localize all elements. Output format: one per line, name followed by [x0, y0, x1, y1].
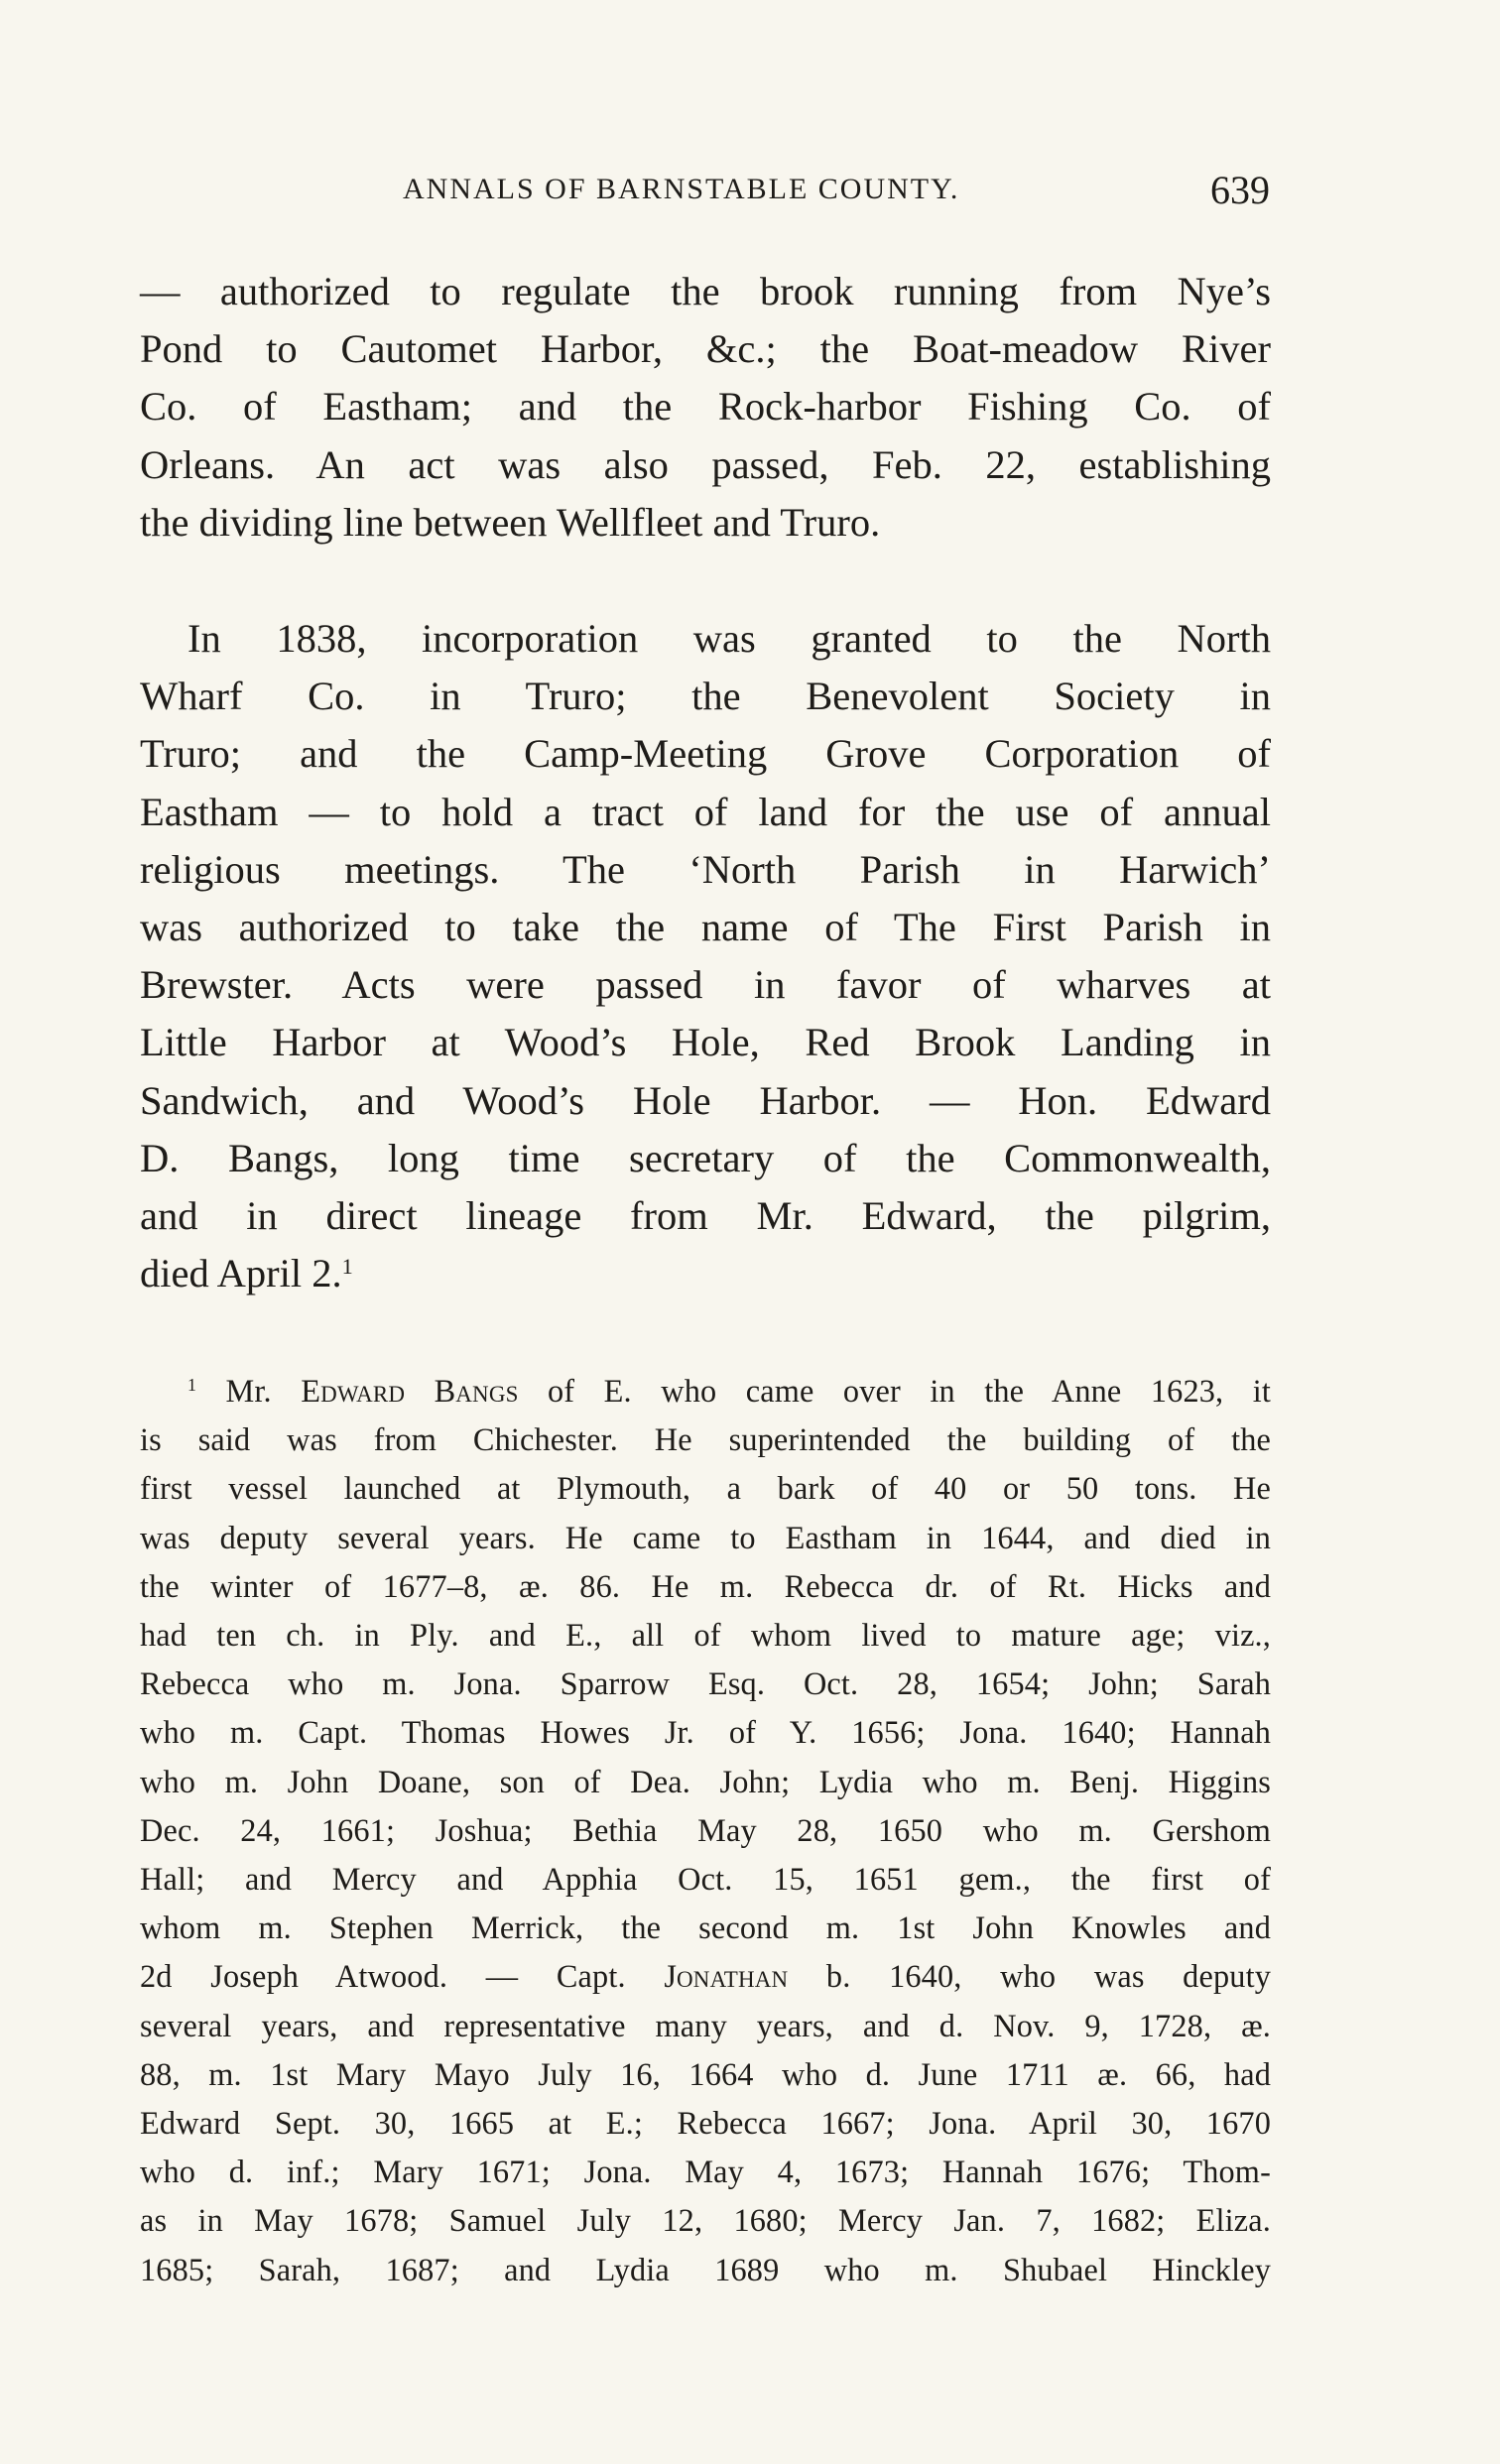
footnote	[140, 1367, 1271, 2294]
person-name: Jonathan	[664, 1958, 789, 1995]
footnote-line: was deputy several years. He came to Eastham in 1644, and died in	[140, 1519, 1271, 1555]
footnote-line: who m. Capt. Thomas Howes Jr. of Y. 1656; Jona. 1640; Hannah	[140, 1714, 1271, 1751]
text-line: was authorized to take the name of The First Parish in	[140, 905, 1271, 950]
text-line: Truro; and the Camp-Meeting Grove Corporation of	[140, 731, 1271, 777]
text-line: Orleans. An act was also passed, Feb. 22, establishing	[140, 441, 1271, 487]
paragraph-2	[140, 610, 1271, 1302]
text-fragment: Mr.	[225, 1373, 302, 1409]
text-line: the dividing line between Wellfleet and Truro.	[140, 499, 881, 545]
footnote-line: Rebecca who m. Jona. Sparrow Esq. Oct. 28, 1654; John; Sarah	[140, 1665, 1271, 1702]
text-line: Wharf Co. in Truro; the Benevolent Society in	[140, 674, 1271, 719]
text-line: D. Bangs, long time secretary of the Commonwealth,	[140, 1135, 1271, 1180]
footnote-line: 88, m. 1st Mary Mayo July 16, 1664 who d. June 1711 æ. 66, had	[140, 2055, 1271, 2092]
footnote-reference: 1	[341, 1253, 353, 1279]
text-line: Little Harbor at Wood’s Hole, Red Brook Landing in	[140, 1020, 1271, 1065]
text-fragment: of E. who came over in the Anne 1623, it	[518, 1373, 1271, 1409]
footnote-line: who m. John Doane, son of Dea. John; Lydia who m. Benj. Higgins	[140, 1763, 1271, 1799]
text-line	[140, 1245, 1271, 1302]
footnote-line: Hall; and Mercy and Apphia Oct. 15, 1651 gem., the first of	[140, 1861, 1271, 1898]
footnote-line: who d. inf.; Mary 1671; Jona. May 4, 1673; Hannah 1676; Thom-	[140, 2154, 1271, 2190]
footnote-line: whom m. Stephen Merrick, the second m. 1st John Knowles and	[140, 1910, 1271, 1946]
footnote-line: the winter of 1677–8, æ. 86. He m. Rebecca dr. of Rt. Hicks and	[140, 1567, 1271, 1604]
footnote-line: several years, and representative many years, and d. Nov. 9, 1728, æ.	[140, 2007, 1271, 2043]
footnote-line: Edward Sept. 30, 1665 at E.; Rebecca 1667; Jona. April 30, 1670	[140, 2105, 1271, 2142]
footnote-line: 1685; Sarah, 1687; and Lydia 1689 who m. Shubael Hinckley	[140, 2251, 1271, 2287]
footnote-line: first vessel launched at Plymouth, a bark of 40 or 50 tons. He	[140, 1470, 1271, 1507]
text-line: Brewster. Acts were passed in favor of wharves at	[140, 962, 1271, 1008]
text-line: Eastham — to hold a tract of land for the use of annual	[140, 789, 1271, 834]
footnote-line: as in May 1678; Samuel July 12, 1680; Mercy Jan. 7, 1682; Eliza.	[140, 2202, 1271, 2239]
text-fragment: 2d Joseph Atwood. — Capt.	[140, 1958, 665, 1995]
text-line: and in direct lineage from Mr. Edward, the pilgrim,	[140, 1193, 1271, 1239]
footnote-line: had ten ch. in Ply. and E., all of whom lived to mature age; viz.,	[140, 1617, 1271, 1654]
footnote-marker: 1	[188, 1375, 197, 1396]
text-line: Pond to Cautomet Harbor, &c.; the Boat-meadow River	[140, 326, 1271, 372]
footnote-line	[140, 1367, 1271, 1416]
text-line: Sandwich, and Wood’s Hole Harbor. — Hon. Edward	[140, 1077, 1271, 1123]
running-title: ANNALS OF BARNSTABLE COUNTY.	[403, 173, 960, 205]
text-line: In 1838, incorporation was granted to the North	[188, 616, 1271, 661]
footnote-line	[140, 1952, 1271, 2001]
text-fragment: b. 1640, who was deputy	[788, 1958, 1271, 1995]
text-line: Co. of Eastham; and the Rock-harbor Fishing Co. of	[140, 384, 1271, 430]
text-fragment: died April 2.	[140, 1251, 342, 1296]
page-header	[403, 167, 1270, 216]
paragraph-1	[140, 263, 1271, 552]
page-number: 639	[1210, 168, 1270, 212]
text-line: — authorized to regulate the brook running from Nye’s	[140, 269, 1271, 313]
person-name: Edward Bangs	[301, 1373, 519, 1409]
footnote-line: Dec. 24, 1661; Joshua; Bethia May 28, 1650 who m. Gershom	[140, 1811, 1271, 1848]
text-line: religious meetings. The ‘North Parish in Harwich’	[140, 846, 1271, 892]
footnote-line: is said was from Chichester. He superintended the building of the	[140, 1421, 1271, 1458]
